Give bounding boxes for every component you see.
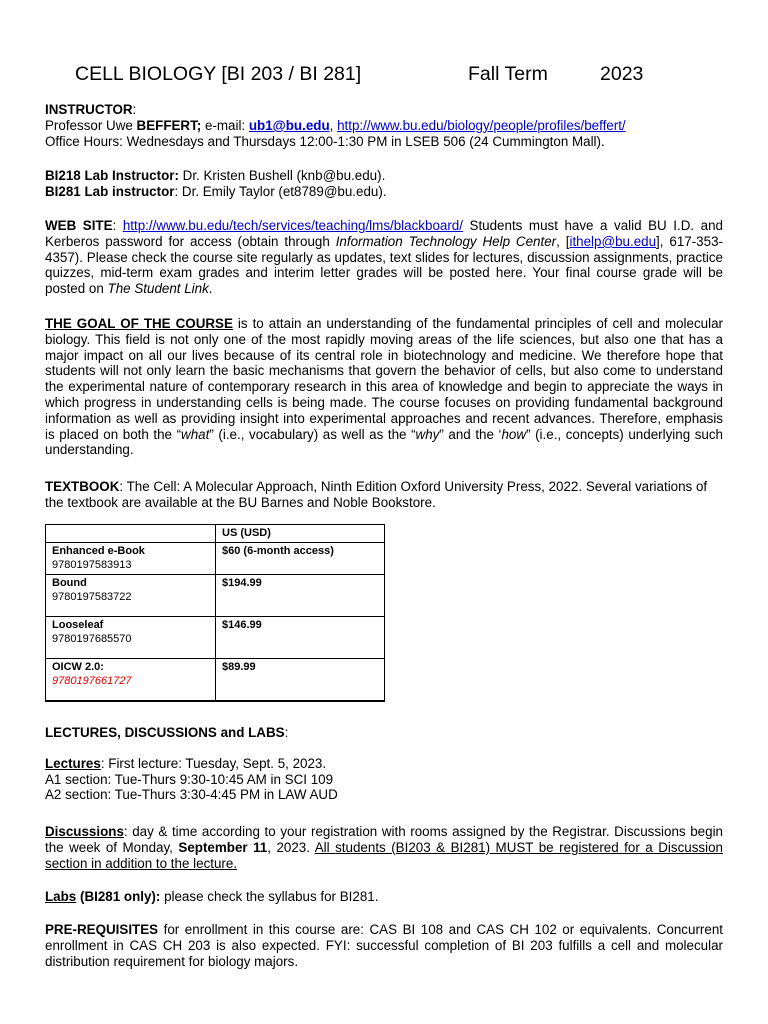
lectures-section: LECTURES, DISCUSSIONS and LABS: Lectures: First lecture: Tuesday, Sept. 5, 2023. A1 section: Tue-Thurs 9:30-10:45 AM in SCI 109 A2 section: Tue-Thurs 3:30-4:45 PM in LAW AUD — [45, 725, 723, 803]
instructor-section: INSTRUCTOR: Professor Uwe BEFFERT; e-mail: ub1@bu.edu, http://www.bu.edu/biology/people/profiles/beffert/ Office Hours: Wednesdays and Thursdays 12:00-1:30 PM in LSEB 506 (24 Cummington Mall). — [45, 102, 723, 149]
prerequisites-section: PRE-REQUISITES for enrollment in this course are: CAS BI 108 and CAS CH 102 or equivalents. Concurrent enrollment in CAS CH 203 is also expected. FYI: successful completion of BI 203 fulfills a cell and molecular distribution requirement for biology majors. — [45, 922, 723, 969]
email-label: e-mail: — [201, 117, 249, 133]
table-row: Looseleaf 9780197685570 $146.99 — [46, 617, 385, 659]
labs-section: Labs (BI281 only): please check the syllabus for BI281. — [45, 889, 379, 904]
textbook-price-table — [45, 524, 385, 702]
labs-label: Labs — [45, 889, 77, 904]
ithelp-email-link[interactable]: ithelp@bu.edu — [569, 233, 657, 249]
instructor-email-link[interactable]: ub1@bu.edu — [248, 117, 330, 133]
section-a1: A1 section: Tue-Thurs 9:30-10:45 AM in SCI 109 — [45, 771, 334, 787]
lectures-label: Lectures — [45, 755, 101, 771]
discussion-requirement: All students (BI203 & BI281) MUST be registered for a Discussion section in addition to the lecture. — [45, 839, 723, 871]
price-column-header: US (USD) — [222, 527, 271, 539]
blackboard-link[interactable]: http://www.bu.edu/tech/services/teaching/lms/blackboard/ — [122, 218, 463, 233]
lectures-discussions-labs-heading: LECTURES, DISCUSSIONS and LABS — [45, 725, 285, 740]
goal-section: THE GOAL OF THE COURSE is to attain an understanding of the fundamental principles of cell and molecular biology. This field is not only one of the most rapidly moving areas of the life sciences, but also one that has a major impact on all our lives because of its central role in biotechnology and medicine. We therefore hope that students will not only learn the basic mechanisms that govern the behavior of cells, but also come to understand the experimental nature of contemporary research in this area of knowledge and begin to appreciate the ways in which progress in understanding cells is being made. The course focuses on providing fundamental background information as well as providing insight into experimental approaches and recent advances. Therefore, emphasis is placed on both the “what” (i.e., vocabulary) as well as the “why” and the ‘how” (i.e., concepts) underlying such understanding. — [45, 316, 723, 458]
student-link: The Student Link — [107, 281, 209, 297]
instructor-profile-link[interactable]: http://www.bu.edu/biology/people/profiles/beffert/ — [337, 117, 626, 133]
term-label: Fall Term — [468, 63, 548, 85]
textbook-label: TEXTBOOK — [45, 479, 120, 494]
textbook-text: : The Cell: A Molecular Approach, Ninth Edition Oxford University Press, 2022. Several variations of the textbook are available at the BU Barnes and Noble Bookstore. — [45, 479, 708, 510]
goal-label: THE GOAL OF THE COURSE — [45, 316, 233, 331]
course-title: CELL BIOLOGY [BI 203 / BI 281] — [75, 63, 362, 85]
table-header-row — [46, 525, 385, 543]
help-center: Information Technology Help Center — [335, 233, 557, 249]
discussions-label: Discussions — [45, 824, 124, 839]
discussions-start-date: September 11 — [178, 839, 268, 855]
table-row: Bound 9780197583722 $194.99 — [46, 575, 385, 617]
office-hours: Office Hours: Wednesdays and Thursdays 12:00-1:30 PM in LSEB 506 (24 Cummington Mall). — [45, 133, 605, 149]
website-label: WEB SITE — [45, 218, 113, 233]
discussions-section: Discussions: day & time according to your registration with rooms assigned by the Registrar. Discussions begin the week of Monday, September 11, 2023. All students (BI203 & BI281) MUST be registered for a Discussion section in addition to the lecture. — [45, 824, 723, 871]
prereq-label: PRE-REQUISITES — [45, 922, 159, 937]
website-section: WEB SITE: http://www.bu.edu/tech/services/teaching/lms/blackboard/ Students must have a valid BU I.D. and Kerberos password for access (obtain through Information Technology Help Center, [ithelp@bu.edu], 617-353-4357). Please check the course site regularly as updates, text slides for lectures, discussion assignments, practice quizzes, mid-term exam grades and interim letter grades will be posted here. Your final course grade will be posted on The Student Link. — [45, 218, 723, 297]
instructor-name: BEFFERT; — [136, 117, 202, 133]
lab-instructors-section — [45, 168, 723, 200]
section-a2: A2 section: Tue-Thurs 3:30-4:45 PM in LAW AUD — [45, 787, 338, 803]
bi218-value: Dr. Kristen Bushell (knb@bu.edu). — [178, 168, 386, 183]
instructor-prefix: Professor Uwe — [45, 117, 137, 133]
instructor-heading: INSTRUCTOR — [45, 102, 133, 117]
bi281-value: : Dr. Emily Taylor (et8789@bu.edu). — [174, 183, 387, 199]
bi281-label: BI281 Lab instructor — [45, 183, 175, 199]
first-lecture: : First lecture: Tuesday, Sept. 5, 2023. — [100, 755, 327, 771]
textbook-section — [45, 479, 723, 511]
term-year: 2023 — [600, 63, 644, 85]
bi218-label: BI218 Lab Instructor: — [45, 168, 179, 183]
table-row: OICW 2.0: 9780197661727 $89.99 — [46, 659, 385, 702]
table-row: Enhanced e-Book 9780197583913 $60 (6-month access) — [46, 543, 385, 575]
